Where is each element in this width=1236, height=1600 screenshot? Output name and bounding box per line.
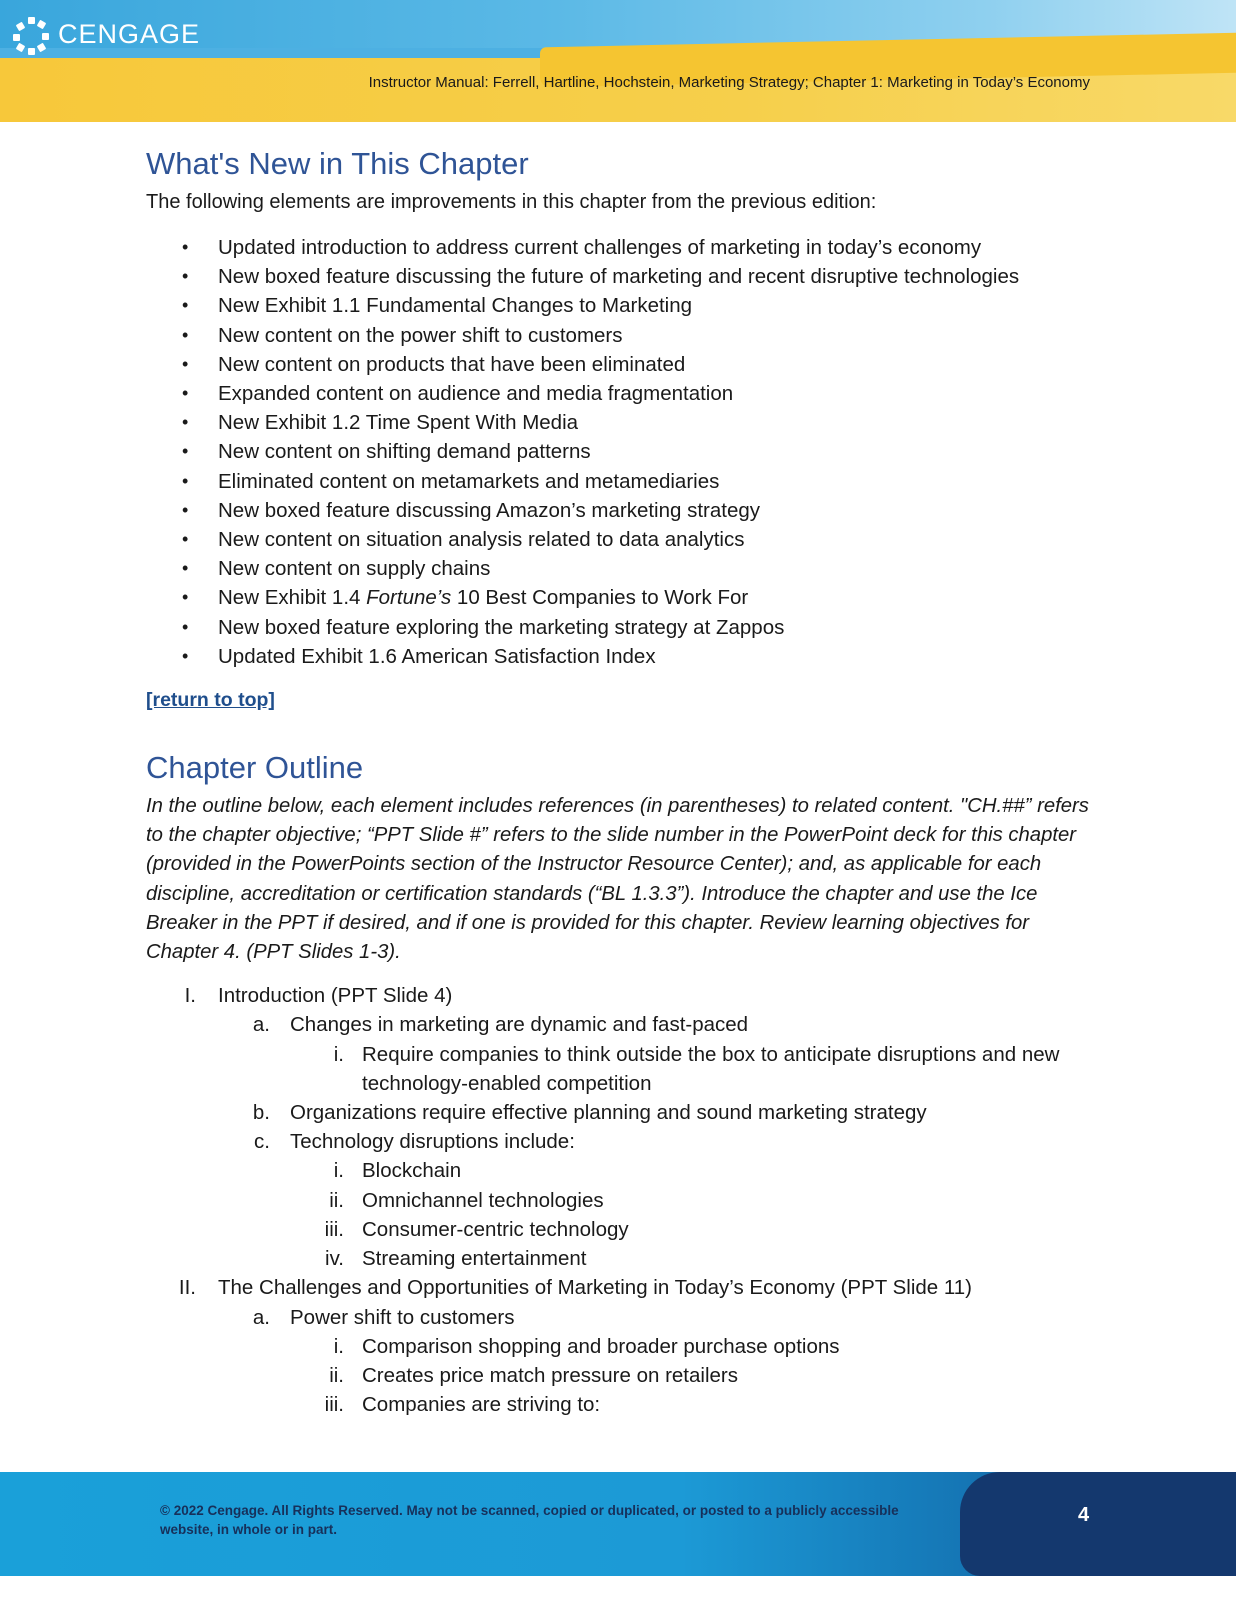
list-item-text: New boxed feature exploring the marketing strategy at Zappos: [218, 615, 785, 639]
logo-wordmark: CENGAGE: [58, 18, 201, 49]
outline-text: Comparison shopping and broader purchase options: [362, 1334, 840, 1358]
outline-text: Consumer-centric technology: [362, 1217, 629, 1241]
list-item: [146, 437, 1106, 466]
page-number: 4: [1078, 1504, 1090, 1526]
list-item-text: New content on the power shift to customers: [218, 323, 623, 347]
list-item: [146, 233, 1106, 262]
list-item: [146, 291, 1106, 320]
list-item: [146, 613, 1106, 642]
bullet-icon: •: [182, 266, 189, 287]
list-item-text: New Exhibit 1.1 Fundamental Changes to Marketing: [218, 294, 693, 318]
outline-number: b.: [252, 1101, 270, 1125]
bullet-icon: •: [182, 558, 189, 579]
bullet-icon: •: [182, 499, 189, 520]
section-intro-chapter-outline: In the outline below, each element includes references (in parentheses) to related content. "CH.##” refers to the chapter objective; “PPT Slide #” refers to the slide number in the PowerPoint deck for this chapter (provided in the PowerPoints section of the Instructor Resource Center); and, as applicable for each discipline, accreditation or certification standards (“BL 1.3.3”). Introduce the chapter and use the Ice Breaker in the PPT if desired, and if one is provided for this chapter. Review learning objectives for Chapter 4. (PPT Slides 1-3).: [146, 795, 1089, 964]
outline-item: [146, 1127, 1106, 1156]
outline-text: Technology disruptions include:: [290, 1130, 575, 1154]
outline-item: [146, 1390, 1106, 1419]
outline-text: Omnichannel technologies: [362, 1188, 604, 1212]
page-header: [0, 0, 1236, 122]
list-item: [146, 350, 1106, 379]
outline-item: [146, 1215, 1106, 1244]
bullet-icon: •: [182, 412, 189, 433]
outline-text: Introduction (PPT Slide 4): [218, 984, 453, 1008]
outline-number: iii.: [324, 1393, 344, 1417]
outline-item: [146, 1244, 1106, 1273]
return-to-top-link[interactable]: [return to top]: [146, 689, 275, 712]
bullet-icon: •: [182, 616, 189, 637]
section-title-chapter-outline: Chapter Outline: [146, 750, 364, 786]
outline-item: [146, 1332, 1106, 1361]
cengage-logo-icon: [12, 15, 50, 53]
outline-number: I.: [184, 984, 196, 1008]
outline-text: Require companies to think outside the box to anticipate disruptions and new technology-enabled competition: [362, 1042, 1060, 1095]
outline-item: [146, 1303, 1106, 1332]
outline-text: Changes in marketing are dynamic and fast-paced: [290, 1013, 749, 1037]
list-item-text: New content on shifting demand patterns: [218, 440, 591, 464]
list-item-text: New content on supply chains: [218, 557, 491, 581]
list-item-text: New content on situation analysis related to data analytics: [218, 528, 745, 552]
list-item: [146, 583, 1106, 612]
outline-item: [146, 1098, 1106, 1127]
outline-number: II.: [178, 1276, 196, 1300]
footer-brush-splash: [960, 1472, 1236, 1576]
outline-number: a.: [252, 1013, 270, 1037]
bullet-icon: •: [182, 237, 189, 257]
bullet-icon: •: [182, 353, 189, 374]
chapter-outline: [146, 981, 1106, 1419]
outline-number: iii.: [324, 1217, 344, 1241]
outline-number: i.: [333, 1334, 344, 1358]
list-item: [146, 496, 1106, 525]
outline-number: i.: [333, 1159, 344, 1183]
bullet-icon: •: [182, 324, 189, 345]
outline-text: Streaming entertainment: [362, 1247, 587, 1271]
list-item-text: Updated Exhibit 1.6 American Satisfaction Index: [218, 644, 656, 668]
list-item-text: 10 Best Companies to Work For: [451, 586, 749, 610]
outline-number: a.: [252, 1305, 270, 1329]
outline-item: [146, 1040, 1106, 1098]
outline-text: Blockchain: [362, 1159, 462, 1183]
bullet-icon: •: [182, 295, 189, 316]
outline-item: [146, 1361, 1106, 1390]
list-item-text: New boxed feature discussing Amazon’s marketing strategy: [218, 498, 761, 522]
list-item: [146, 467, 1106, 496]
list-item-text: Expanded content on audience and media fragmentation: [218, 382, 734, 406]
copyright-notice: © 2022 Cengage. All Rights Reserved. May not be scanned, copied or duplicated, or posted to a publicly accessible website, in whole or in part.: [160, 1503, 899, 1537]
improvements-list: [146, 233, 1106, 671]
outline-item: [146, 1156, 1106, 1185]
bullet-icon: •: [182, 441, 189, 462]
outline-item: [146, 1186, 1106, 1215]
list-item: [146, 379, 1106, 408]
list-item-italic-text: Fortune’s: [366, 586, 452, 610]
section-title-whats-new: What's New in This Chapter: [146, 146, 529, 181]
bullet-icon: •: [182, 529, 189, 550]
list-item: [146, 321, 1106, 350]
list-item: [146, 642, 1106, 671]
section-intro-whats-new: The following elements are improvements in this chapter from the previous edition:: [146, 191, 877, 213]
page-body: [146, 146, 1106, 1419]
outline-number: i.: [333, 1042, 344, 1066]
list-item: [146, 262, 1106, 291]
page-footer: [0, 1472, 1236, 1576]
outline-text: Organizations require effective planning and sound marketing strategy: [290, 1101, 927, 1125]
list-item: [146, 525, 1106, 554]
running-head: Instructor Manual: Ferrell, Hartline, Hochstein, Marketing Strategy; Chapter 1: Marketing in Today’s Economy: [368, 74, 1090, 91]
list-item: [146, 408, 1106, 437]
outline-number: c.: [254, 1130, 270, 1154]
outline-number: iv.: [325, 1247, 344, 1271]
outline-number: ii.: [329, 1188, 344, 1212]
list-item-text: New content on products that have been eliminated: [218, 352, 686, 376]
outline-number: ii.: [329, 1363, 344, 1387]
outline-text: Companies are striving to:: [362, 1393, 601, 1417]
list-item: [146, 554, 1106, 583]
bullet-icon: •: [182, 470, 189, 491]
outline-item: [146, 981, 1106, 1010]
list-item-text: Updated introduction to address current challenges of marketing in today’s economy: [218, 236, 982, 259]
bullet-icon: •: [182, 645, 189, 666]
outline-item: [146, 1010, 1106, 1039]
list-item-text: New Exhibit 1.4: [218, 586, 367, 610]
list-item-text: Eliminated content on metamarkets and metamediaries: [218, 469, 720, 493]
bullet-icon: •: [182, 587, 189, 608]
outline-text: Creates price match pressure on retailers: [362, 1363, 738, 1387]
cengage-logo: [12, 14, 200, 54]
outline-item: [146, 1273, 1106, 1302]
outline-text: The Challenges and Opportunities of Marketing in Today’s Economy (PPT Slide 11): [218, 1276, 972, 1300]
bullet-icon: •: [182, 383, 189, 404]
outline-text: Power shift to customers: [290, 1305, 515, 1329]
page-bottom-margin: [0, 1576, 1236, 1600]
list-item-text: New boxed feature discussing the future of marketing and recent disruptive technologies: [218, 265, 1020, 289]
list-item-text: New Exhibit 1.2 Time Spent With Media: [218, 411, 579, 435]
